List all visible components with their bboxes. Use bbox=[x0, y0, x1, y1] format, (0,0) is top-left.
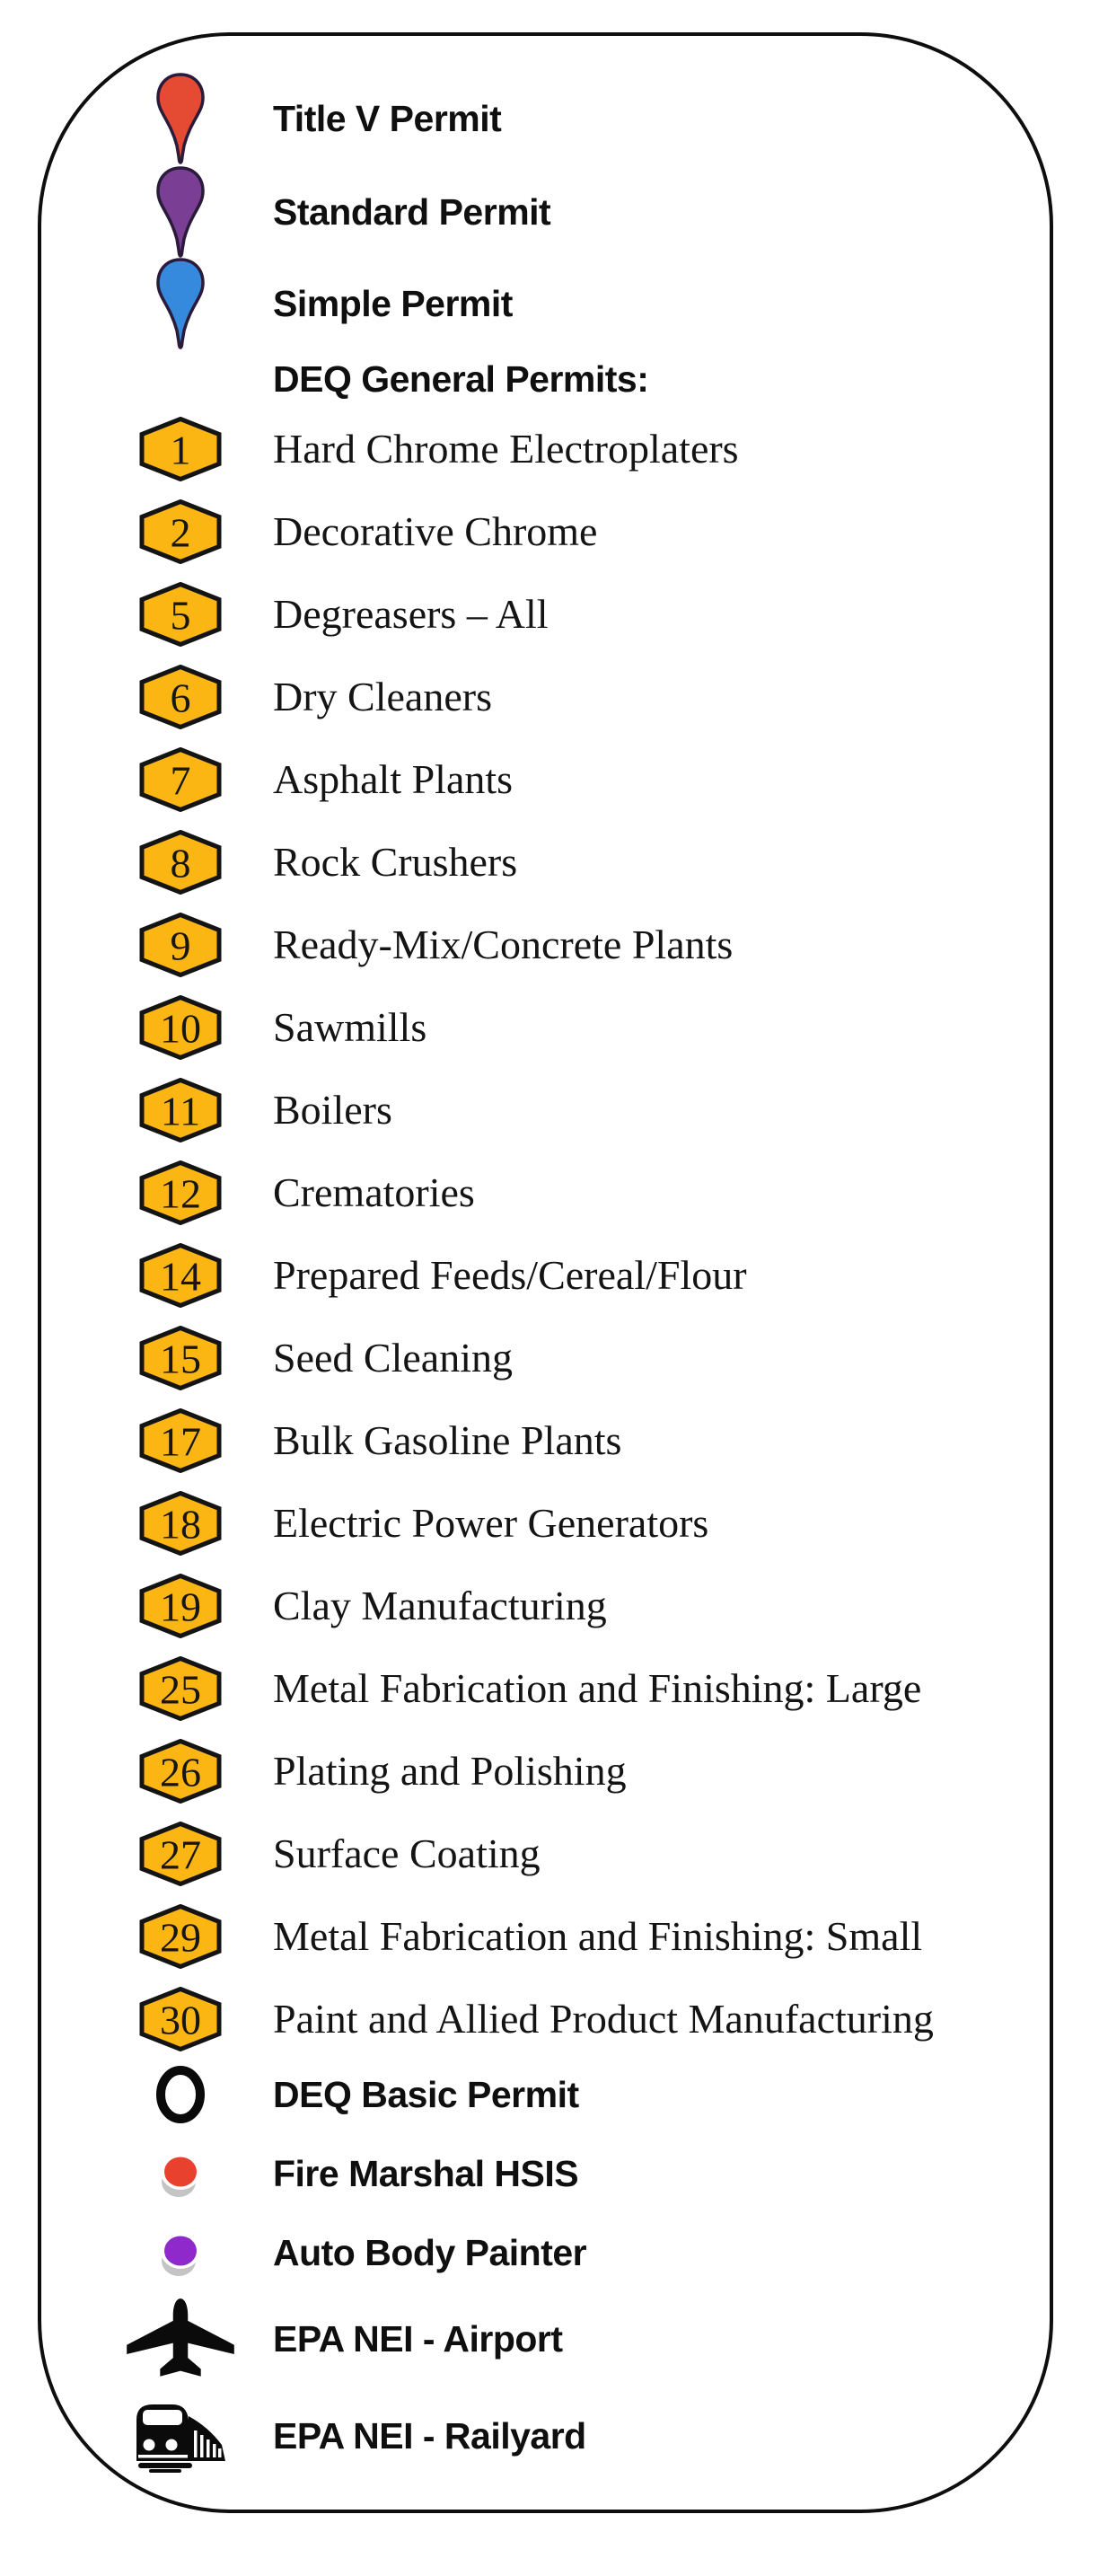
hex-badge-icon bbox=[139, 499, 222, 564]
icon-cell bbox=[88, 1739, 273, 1804]
legend-row-general-permit-25 bbox=[0, 1647, 1099, 1730]
icon-cell bbox=[88, 2064, 273, 2125]
legend-row-epa-nei-airport bbox=[0, 2296, 1099, 2382]
icon-cell bbox=[88, 1160, 273, 1225]
icon-cell bbox=[88, 2398, 273, 2474]
icon-cell bbox=[88, 747, 273, 812]
hex-badge-icon bbox=[139, 1656, 222, 1721]
legend-item-label: DEQ General Permits: bbox=[273, 357, 649, 400]
icon-cell bbox=[88, 1656, 273, 1721]
legend-row-general-permit-29 bbox=[0, 1895, 1099, 1978]
icon-cell bbox=[88, 2227, 273, 2279]
legend-row-general-permit-11 bbox=[0, 1069, 1099, 1151]
legend-row-standard-permit bbox=[0, 165, 1099, 259]
icon-cell bbox=[88, 1408, 273, 1473]
map-pin-icon bbox=[154, 72, 207, 165]
hex-badge-icon bbox=[139, 1243, 222, 1308]
airplane-icon bbox=[121, 2297, 240, 2382]
hex-badge-number: 25 bbox=[160, 1666, 201, 1713]
hex-badge-number: 6 bbox=[170, 675, 191, 721]
icon-cell bbox=[88, 1822, 273, 1886]
fire-marshal-dot-icon bbox=[155, 2148, 206, 2200]
legend-item-label: Prepared Feeds/Cereal/Flour bbox=[273, 1252, 747, 1298]
hex-badge-icon bbox=[139, 1987, 222, 2051]
hex-badge-number: 7 bbox=[170, 757, 191, 804]
icon-cell bbox=[88, 72, 273, 165]
legend-row-general-permit-14 bbox=[0, 1234, 1099, 1317]
hex-badge-icon bbox=[139, 995, 222, 1060]
legend-item-label: Clay Manufacturing bbox=[273, 1583, 607, 1628]
hex-badge-number: 29 bbox=[160, 1914, 201, 1961]
legend-row-deq-basic-permit bbox=[0, 2057, 1099, 2132]
legend-item-label: Surface Coating bbox=[273, 1831, 541, 1876]
legend-item-label: Sawmills bbox=[273, 1004, 427, 1050]
hex-badge-number: 15 bbox=[160, 1336, 201, 1382]
icon-cell bbox=[88, 1326, 273, 1390]
legend-row-fire-marshal-hsis bbox=[0, 2136, 1099, 2211]
icon-cell bbox=[88, 665, 273, 729]
hex-badge-icon bbox=[139, 1326, 222, 1390]
icon-cell bbox=[88, 1243, 273, 1308]
legend-item-label: Hard Chrome Electroplaters bbox=[273, 426, 739, 472]
hex-badge-icon bbox=[139, 1408, 222, 1473]
hex-badge-number: 5 bbox=[170, 592, 191, 639]
legend-row-general-permit-7 bbox=[0, 738, 1099, 821]
legend-row-general-permit-27 bbox=[0, 1813, 1099, 1895]
hex-badge-number: 10 bbox=[160, 1005, 201, 1052]
icon-cell bbox=[88, 2148, 273, 2200]
legend-item-label: Degreasers – All bbox=[273, 591, 549, 637]
legend-row-general-permit-30 bbox=[0, 1978, 1099, 2060]
hex-badge-number: 19 bbox=[160, 1584, 201, 1630]
hex-badge-number: 18 bbox=[160, 1501, 201, 1548]
hex-badge-number: 11 bbox=[160, 1088, 201, 1134]
legend-item-label: Dry Cleaners bbox=[273, 674, 492, 719]
legend-row-general-permit-12 bbox=[0, 1151, 1099, 1234]
hex-badge-icon bbox=[139, 1904, 222, 1969]
icon-cell bbox=[88, 995, 273, 1060]
legend-item-label: Decorative Chrome bbox=[273, 508, 598, 554]
legend-header bbox=[0, 343, 1099, 415]
icon-cell bbox=[88, 257, 273, 350]
hex-badge-number: 2 bbox=[170, 509, 191, 556]
hex-badge-icon bbox=[139, 1739, 222, 1804]
icon-cell bbox=[88, 1574, 273, 1638]
legend-item-label: Asphalt Plants bbox=[273, 756, 514, 802]
train-icon bbox=[131, 2398, 230, 2474]
legend-item-label: Fire Marshal HSIS bbox=[273, 2152, 579, 2194]
legend-row-general-permit-8 bbox=[0, 821, 1099, 904]
hex-badge-icon bbox=[139, 747, 222, 812]
icon-cell bbox=[88, 165, 273, 259]
legend-row-general-permit-6 bbox=[0, 656, 1099, 738]
icon-cell bbox=[88, 830, 273, 895]
legend-item-label: Standard Permit bbox=[273, 190, 551, 233]
hex-badge-icon bbox=[139, 1822, 222, 1886]
legend-item-label: Electric Power Generators bbox=[273, 1500, 709, 1546]
legend-item-label: EPA NEI - Airport bbox=[273, 2317, 563, 2360]
legend-item-label: Simple Permit bbox=[273, 282, 513, 324]
legend-row-general-permit-26 bbox=[0, 1730, 1099, 1813]
hex-badge-number: 27 bbox=[160, 1831, 201, 1878]
legend-row-general-permit-2 bbox=[0, 490, 1099, 573]
hex-badge-icon bbox=[139, 1160, 222, 1225]
legend-item-label: Paint and Allied Product Manufacturing bbox=[273, 1996, 934, 2042]
icon-cell bbox=[88, 1491, 273, 1556]
hex-badge-number: 1 bbox=[170, 427, 191, 473]
hex-badge-number: 26 bbox=[160, 1749, 201, 1795]
legend-row-simple-permit bbox=[0, 257, 1099, 350]
icon-cell bbox=[88, 582, 273, 647]
legend-row-title-v-permit bbox=[0, 72, 1099, 165]
hex-badge-number: 14 bbox=[160, 1253, 201, 1300]
ring-icon bbox=[154, 2064, 207, 2125]
hex-badge-icon bbox=[139, 582, 222, 647]
legend-item-label: Title V Permit bbox=[273, 97, 502, 139]
legend-item-label: Bulk Gasoline Plants bbox=[273, 1417, 622, 1463]
legend-item-label: Auto Body Painter bbox=[273, 2231, 587, 2273]
legend-item-label: Crematories bbox=[273, 1169, 475, 1215]
hex-badge-icon bbox=[139, 1491, 222, 1556]
legend-row-general-permit-15 bbox=[0, 1317, 1099, 1399]
legend-item-label: EPA NEI - Railyard bbox=[273, 2414, 586, 2457]
hex-badge-number: 12 bbox=[160, 1170, 201, 1217]
legend-item-label: Metal Fabrication and Finishing: Large bbox=[273, 1665, 922, 1711]
legend-row-auto-body-painter bbox=[0, 2215, 1099, 2290]
map-pin-icon bbox=[154, 165, 207, 259]
hex-badge-icon bbox=[139, 1574, 222, 1638]
icon-cell bbox=[88, 1078, 273, 1142]
icon-cell bbox=[88, 913, 273, 977]
icon-cell bbox=[88, 1904, 273, 1969]
legend-item-label: DEQ Basic Permit bbox=[273, 2073, 579, 2115]
legend-row-epa-nei-railyard bbox=[0, 2389, 1099, 2483]
hex-badge-icon bbox=[139, 913, 222, 977]
legend-row-general-permit-18 bbox=[0, 1482, 1099, 1565]
map-pin-icon bbox=[154, 257, 207, 350]
icon-cell bbox=[88, 499, 273, 564]
hex-badge-number: 8 bbox=[170, 840, 191, 887]
hex-badge-icon bbox=[139, 417, 222, 481]
legend-item-label: Ready-Mix/Concrete Plants bbox=[273, 922, 734, 967]
legend-row-general-permit-10 bbox=[0, 986, 1099, 1069]
legend-row-general-permit-17 bbox=[0, 1399, 1099, 1482]
legend-row-general-permit-9 bbox=[0, 904, 1099, 986]
hex-badge-icon bbox=[139, 1078, 222, 1142]
legend-row-general-permit-1 bbox=[0, 408, 1099, 490]
hex-badge-number: 9 bbox=[170, 922, 191, 969]
legend-row-general-permit-5 bbox=[0, 573, 1099, 656]
icon-cell bbox=[88, 2297, 273, 2382]
hex-badge-icon bbox=[139, 830, 222, 895]
icon-cell bbox=[88, 1987, 273, 2051]
legend-item-label: Metal Fabrication and Finishing: Small bbox=[273, 1913, 923, 1959]
legend-item-label: Plating and Polishing bbox=[273, 1748, 627, 1794]
legend-item-label: Rock Crushers bbox=[273, 839, 518, 885]
legend-item-label: Seed Cleaning bbox=[273, 1335, 513, 1381]
hex-badge-number: 30 bbox=[160, 1997, 201, 2043]
hex-badge-number: 17 bbox=[160, 1418, 201, 1465]
legend-item-label: Boilers bbox=[273, 1087, 392, 1133]
legend-row-general-permit-19 bbox=[0, 1565, 1099, 1647]
auto-body-dot-icon bbox=[155, 2227, 206, 2279]
hex-badge-icon bbox=[139, 665, 222, 729]
icon-cell bbox=[88, 417, 273, 481]
